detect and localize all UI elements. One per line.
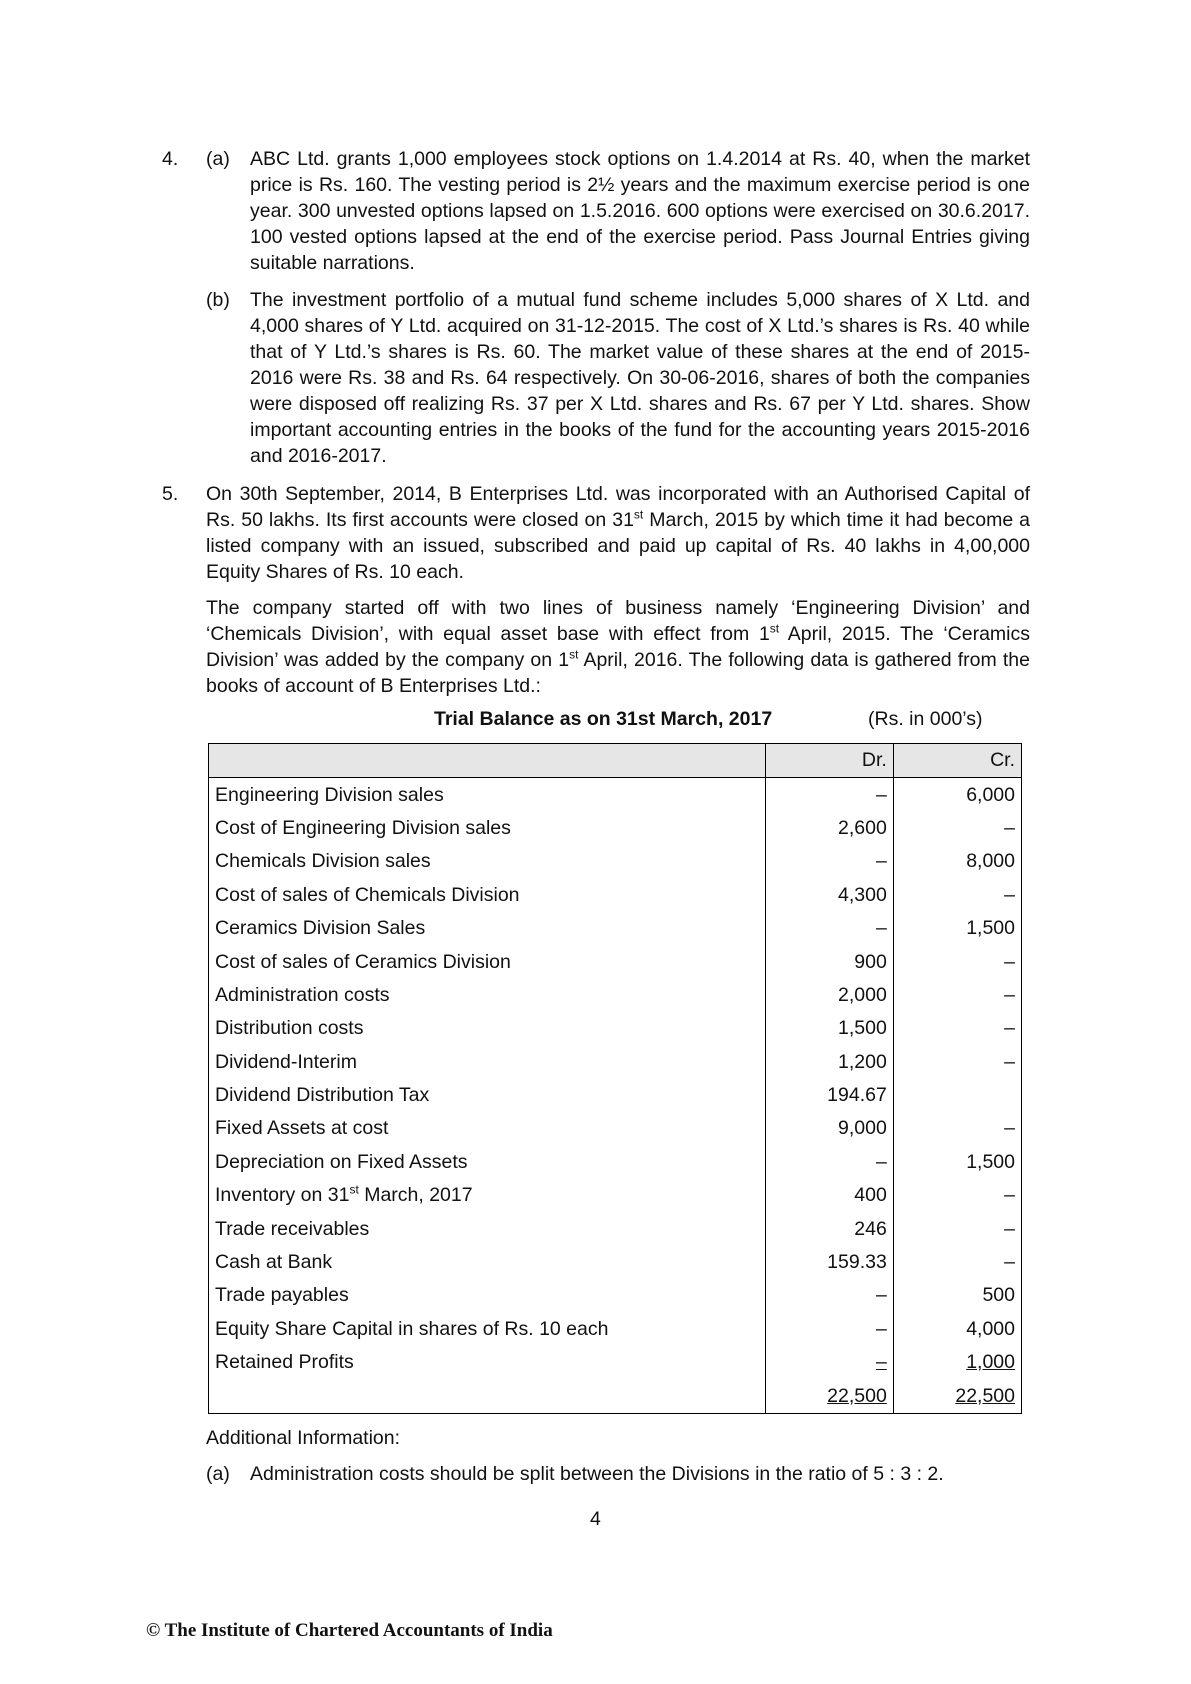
q5-p2-text: The company started off with two lines of business namely ‘Engineering Division’ and ‘Chemicals Division’, with equal asset base with effect from 1 [206,597,1030,645]
dr-value: 159.33 [827,1251,887,1274]
cell-total-cr [893,1379,1021,1413]
cell-dr [765,1212,893,1245]
particulars-text: Cash at Bank [215,1251,333,1274]
cell-dr [765,1012,893,1045]
table-row [209,1112,1022,1145]
q5-p2-sup1: st [769,621,780,636]
header-particulars [209,744,766,778]
question-5-paragraph-2 [206,595,1030,699]
dr-value: 246 [854,1217,887,1240]
cell-dr [765,979,893,1012]
cell-particulars [209,912,766,945]
dr-value: 1,200 [838,1050,887,1073]
cell-dr [765,845,893,878]
cr-value: – [1004,883,1015,906]
q5-p2-text-end: April, 2016. The following data is gathered from the books of account of B Enterprises Ltd.: [206,649,1030,697]
cell-particulars [209,1046,766,1079]
q5-p1-text: On 30th September, 2014, B Enterprises Ltd. was incorporated with an Authorised Capital of Rs. 50 lakhs. Its first accounts were closed on 31 [206,483,1030,531]
dr-value: – [875,1284,887,1307]
q5-p1-sup: st [633,507,644,522]
cell-cr [893,1179,1021,1212]
dr-value: 2,000 [838,983,887,1006]
cell-cr [893,1079,1021,1112]
particulars-text: Fixed Assets at cost [215,1117,389,1140]
table-row [209,1212,1022,1245]
dr-value: 900 [854,950,887,973]
cr-value: 8,000 [966,850,1015,873]
cr-value: 4,000 [966,1317,1015,1340]
cell-cr [893,1112,1021,1145]
particulars-text-rest: March, 2017 [358,1184,473,1207]
cell-cr [893,1012,1021,1045]
particulars-text: Trade payables [215,1284,349,1307]
cell-particulars [209,778,766,812]
total-dr-value: 22,500 [827,1384,887,1407]
header-dr: Dr. [765,744,893,778]
cell-particulars [209,845,766,878]
particulars-text: Distribution costs [215,1017,364,1040]
table-row [209,912,1022,945]
total-cr-value: 22,500 [955,1384,1015,1407]
table-row [209,845,1022,878]
table-row [209,1313,1022,1346]
cell-dr [765,945,893,978]
particulars-text: Chemicals Division sales [215,850,431,873]
dr-value: 2,600 [838,816,887,839]
particulars-text: Trade receivables [215,1217,370,1240]
particulars-text: Retained Profits [215,1351,354,1374]
cell-dr [765,1179,893,1212]
cr-value: – [1004,1017,1015,1040]
cell-particulars-empty [209,1379,766,1413]
cell-cr [893,1313,1021,1346]
additional-a-label: (a) [206,1463,230,1485]
dr-value: – [875,1317,887,1340]
table-row [209,812,1022,845]
question-5-number: 5. [162,483,179,505]
cell-particulars [209,1079,766,1112]
cell-dr [765,1313,893,1346]
cell-particulars [209,1313,766,1346]
table-row [209,1179,1022,1212]
cr-value: – [1004,1217,1015,1240]
cell-cr [893,1246,1021,1279]
particulars-text: Ceramics Division Sales [215,917,426,940]
cr-value: – [1004,983,1015,1006]
cell-particulars [209,1112,766,1145]
cell-cr [893,778,1021,812]
particulars-text: Depreciation on Fixed Assets [215,1150,468,1173]
cr-value: – [1004,816,1015,839]
dr-value: 4,300 [838,883,887,906]
particulars-text: Inventory on 31 [215,1184,350,1207]
dr-value: 194.67 [827,1084,887,1107]
q5-p2-sup2: st [569,647,579,662]
question-4a-label: (a) [206,148,230,170]
cell-dr [765,1146,893,1179]
cr-value: – [1004,1184,1015,1207]
table-row [209,1012,1022,1045]
trial-balance-unit: (Rs. in 000’s) [868,708,983,730]
particulars-sup: st [349,1182,359,1197]
cell-dr [765,879,893,912]
trial-balance-table [208,743,1022,1414]
table-row [209,945,1022,978]
cell-particulars [209,1179,766,1212]
table-row [209,1046,1022,1079]
cell-cr [893,1279,1021,1312]
question-4b-text: The investment portfolio of a mutual fund scheme includes 5,000 shares of X Ltd. and 4,000 shares of Y Ltd. acquired on 31-12-2015. The cost of X Ltd.’s shares is Rs. 40 while that of Y Ltd.’s shares is Rs. 60. The market value of these shares at the end of 2015-2016 were Rs. 38 and Rs. 64 respectively. On 30-06-2016, shares of both the companies were disposed off realizing Rs. 37 per X Ltd. shares and Rs. 67 per Y Ltd. shares. Show important accounting entries in the books of the fund for the accounting years 2015-2016 and 2016-2017. [250,289,1030,467]
cell-cr [893,979,1021,1012]
cell-cr [893,1212,1021,1245]
cell-particulars [209,812,766,845]
cell-dr [765,1046,893,1079]
trial-balance-title: Trial Balance as on 31st March, 2017 [434,708,773,730]
table-row [209,1279,1022,1312]
cell-cr [893,879,1021,912]
footer-copyright: © The Institute of Chartered Accountants of India [146,1620,553,1641]
particulars-text: Engineering Division sales [215,783,444,806]
cell-particulars [209,1346,766,1379]
particulars-text: Cost of Engineering Division sales [215,816,511,839]
dr-value: – [875,783,887,806]
cell-particulars [209,979,766,1012]
table-row [209,1146,1022,1179]
cell-dr [765,1112,893,1145]
particulars-text: Cost of sales of Chemicals Division [215,883,520,906]
particulars-text: Equity Share Capital in shares of Rs. 10 each [215,1317,609,1340]
additional-info-heading: Additional Information: [206,1427,401,1449]
cell-dr [765,1246,893,1279]
cr-value: – [1004,1117,1015,1140]
cell-cr [893,945,1021,978]
table-row [209,1079,1022,1112]
dr-value: 400 [854,1184,887,1207]
table-header-row [209,744,1022,778]
cell-particulars [209,945,766,978]
dr-value: – [875,1150,887,1173]
cell-cr [893,912,1021,945]
cell-cr [893,845,1021,878]
cell-dr [765,812,893,845]
cell-total-dr [765,1379,893,1413]
cr-value: 1,500 [966,917,1015,940]
cr-value: 1,000 [966,1351,1015,1374]
cell-dr [765,778,893,812]
table-total-row [209,1379,1022,1413]
cell-cr [893,1146,1021,1179]
question-4a-text: ABC Ltd. grants 1,000 employees stock options on 1.4.2014 at Rs. 40, when the market price is Rs. 160. The vesting period is 2½ years and the maximum exercise period is one year. 300 unvested options lapsed on 1.5.2016. 600 options were exercised on 30.6.2017. 100 vested options lapsed at the end of the exercise period. Pass Journal Entries giving suitable narrations. [250,148,1030,274]
cell-cr [893,1346,1021,1379]
q5-p1-text-rest: March, 2015 by which time it had become a listed company with an issued, subscribed and paid up capital of Rs. 40 lakhs in 4,00,000 Equity Shares of Rs. 10 each. [206,509,1031,583]
cr-value: – [1004,950,1015,973]
cell-particulars [209,1012,766,1045]
particulars-text: Cost of sales of Ceramics Division [215,950,511,973]
table-row [209,1346,1022,1379]
cell-dr [765,912,893,945]
cr-value: 500 [982,1284,1015,1307]
table-row [209,879,1022,912]
table-row [209,1246,1022,1279]
cr-value: – [1004,1050,1015,1073]
trial-balance-body [209,778,1022,1413]
dr-value: 9,000 [838,1117,887,1140]
question-4-number: 4. [162,148,179,170]
particulars-text: Dividend-Interim [215,1050,357,1073]
cell-particulars [209,879,766,912]
cell-particulars [209,1146,766,1179]
cell-cr [893,1046,1021,1079]
cell-cr [893,812,1021,845]
dr-value: – [875,850,887,873]
additional-a-text: Administration costs should be split between the Divisions in the ratio of 5 : 3 : 2. [250,1463,944,1485]
dr-value: 1,500 [838,1017,887,1040]
particulars-text: Dividend Distribution Tax [215,1084,430,1107]
q5-p2-text-mid: April, 2015. The ‘Ceramics Division’ was added by the company on 1 [206,623,1030,671]
dr-value: – [875,1351,887,1374]
table-row [209,979,1022,1012]
cell-particulars [209,1212,766,1245]
cell-dr [765,1079,893,1112]
question-5-paragraph-1 [206,481,1030,585]
dr-value: – [875,917,887,940]
cell-particulars [209,1246,766,1279]
table-row [209,778,1022,812]
cell-particulars [209,1279,766,1312]
header-cr: Cr. [893,744,1021,778]
cr-value: 1,500 [966,1150,1015,1173]
page-number: 4 [590,1508,601,1530]
cell-dr [765,1346,893,1379]
cr-value: 6,000 [966,783,1015,806]
cr-value: – [1004,1251,1015,1274]
cell-dr [765,1279,893,1312]
particulars-text: Administration costs [215,983,390,1006]
question-4b-label: (b) [206,289,230,311]
